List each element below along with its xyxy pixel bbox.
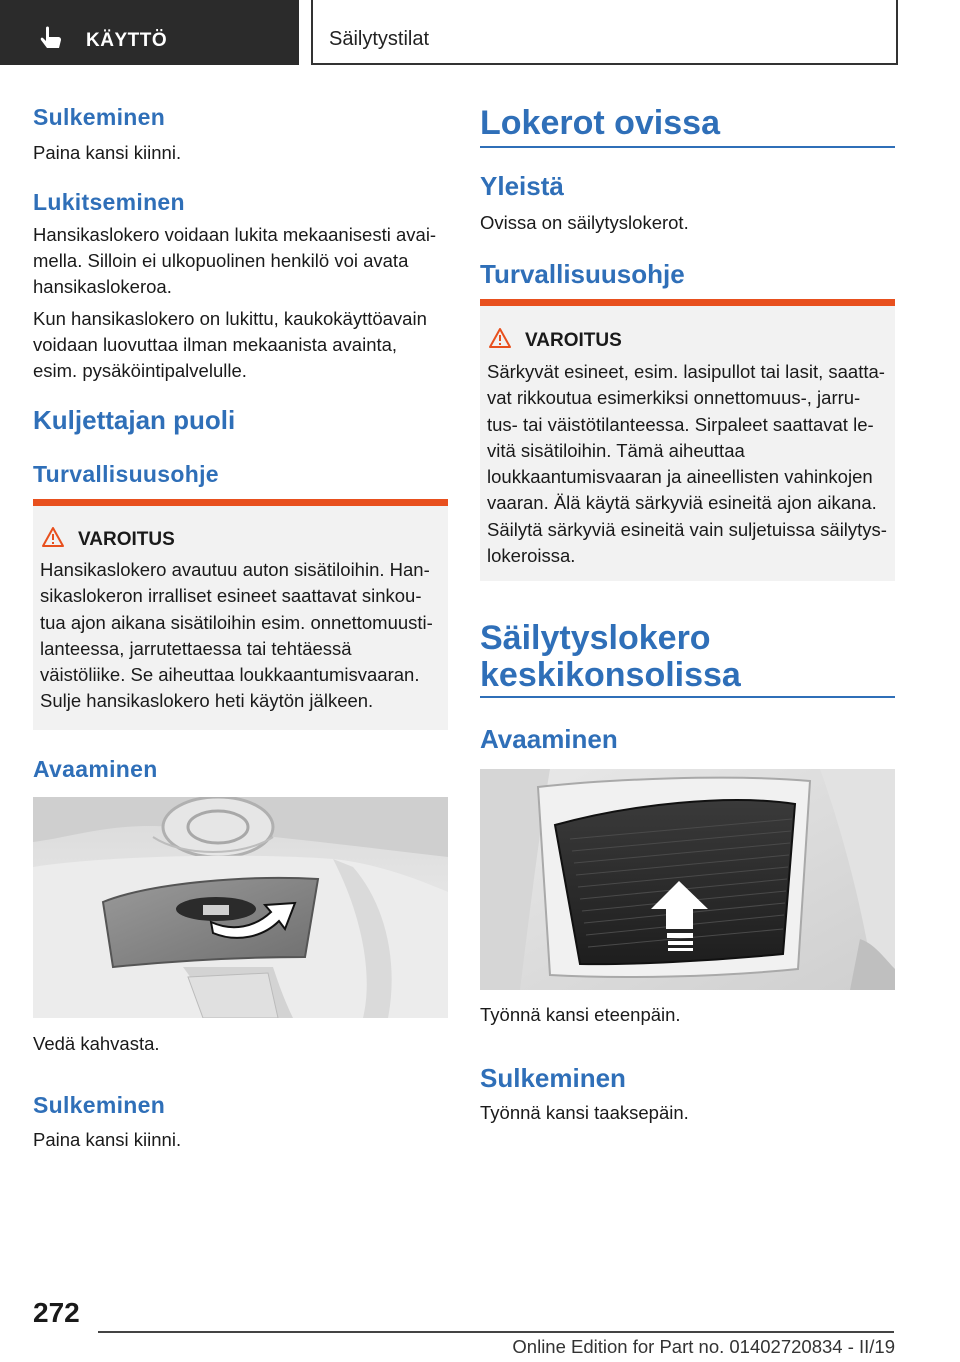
chapter-title: Säilytystilat: [329, 28, 430, 50]
pointing-hand-icon: [40, 26, 66, 52]
heading-kuljettajan-puoli: Kuljettajan puoli: [33, 405, 236, 435]
warning-triangle-icon: [488, 327, 512, 349]
paragraph-sulkeminen-right: Työnnä kansi taaksepäin.: [480, 1102, 689, 1123]
footer-rule: [98, 1331, 894, 1333]
heading-yleista: Yleistä: [480, 171, 564, 201]
page-number: 272: [33, 1297, 80, 1328]
glovebox-illustration: [33, 797, 448, 1018]
warning-title: VAROITUS: [78, 529, 175, 550]
heading-rule: [480, 146, 895, 148]
heading-sulkeminen-2: Sulkeminen: [33, 1092, 166, 1118]
warning-box-right: [480, 299, 895, 581]
warning-text: Hansikaslokero avautuu auton sisätiloihin. Han- sikaslokeron irralliset esineet saattavat sinkou- tua ajon aikana sisätiloihin esim. onnettomuusti- lanteessa, jarrutettaessa tai tehtäessä väistöliike. Se aiheuttaa loukkaantumisvaaran. Sulje hansikaslokero heti käytön jälkeen.: [40, 559, 433, 712]
warning-bar: [480, 299, 895, 306]
heading-rule: [480, 696, 895, 698]
edition-text: Online Edition for Part no. 01402720834 - II/19: [512, 1336, 895, 1357]
warning-text: Särkyvät esineet, esim. lasipullot tai lasit, saatta- vat rikkoutua esimerkiksi onnettomuus-, jarru- tus- tai väistötilanteessa. Sirpaleet saattavat le- vitä sisätiloihin. Tämä aiheuttaa loukkaantumisvaaran ja aineellisten vahinkojen vaaran. Älä käytä särkyviä esineitä ajon aikana. Säilytä särkyviä esineitä vain suljetuissa säilytys- lokeroissa.: [487, 361, 887, 567]
heading-sailytyslokero: Säilytyslokero keskikonsolissa: [480, 619, 741, 694]
paragraph-yleista: Ovissa on säilytyslokerot.: [480, 212, 689, 233]
heading-turvallisuusohje-right: Turvallisuusohje: [480, 259, 685, 289]
heading-turvallisuusohje: Turvallisuusohje: [33, 461, 219, 487]
heading-avaaminen-right: Avaaminen: [480, 724, 618, 754]
warning-bar: [33, 499, 448, 506]
paragraph-lukitseminen-2: Kun hansikaslokero on lukittu, kaukokäyttöavain voidaan luovuttaa ilman mekaanista avainta, esim. pysäköintipalvelulle.: [33, 308, 427, 381]
warning-title: VAROITUS: [525, 330, 622, 351]
paragraph-lukitseminen-1: Hansikaslokero voidaan lukita mekaanisesti avai- mella. Silloin ei ulkopuolinen henkilö voi avata hansikaslokeroa.: [33, 224, 437, 297]
heading-avaaminen: Avaaminen: [33, 756, 158, 782]
section-label: KÄYTTÖ: [86, 30, 168, 51]
warning-triangle-icon: [41, 526, 65, 548]
warning-box: [33, 499, 448, 730]
section-tab: [0, 0, 299, 65]
heading-lukitseminen: Lukitseminen: [33, 189, 185, 215]
paragraph-sulkeminen: Paina kansi kiinni.: [33, 142, 182, 163]
caption-avaaminen: Vedä kahvasta.: [33, 1033, 160, 1054]
chapter-title-box: [311, 0, 898, 65]
heading-lokerot-ovissa: Lokerot ovissa: [480, 104, 720, 142]
caption-avaaminen-right: Työnnä kansi eteenpäin.: [480, 1004, 681, 1025]
heading-sulkeminen-right: Sulkeminen: [480, 1063, 626, 1093]
console-compartment-illustration: [480, 769, 895, 990]
paragraph-sulkeminen-2: Paina kansi kiinni.: [33, 1129, 182, 1150]
heading-sulkeminen: Sulkeminen: [33, 104, 166, 130]
